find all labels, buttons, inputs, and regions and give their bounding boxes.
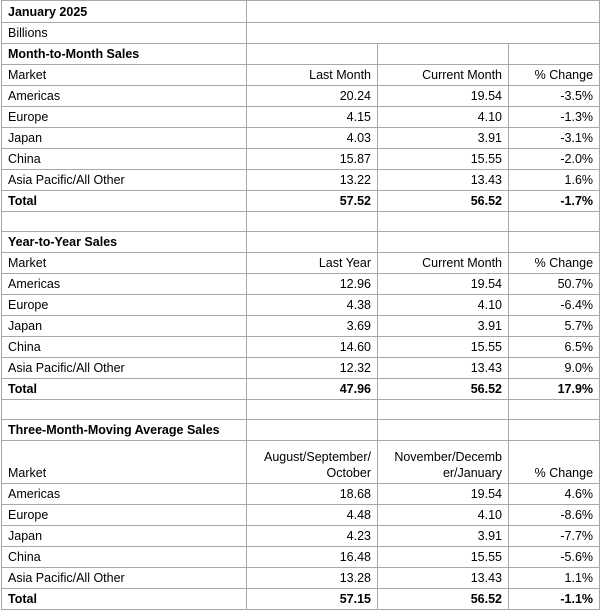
value-cell: 4.10: [378, 107, 509, 128]
total-value: 47.96: [247, 379, 378, 400]
pct-cell: -3.5%: [509, 86, 600, 107]
table-row: [2, 170, 600, 191]
units-row: [2, 23, 600, 44]
market-cell: Americas: [2, 86, 247, 107]
total-label: Total: [2, 589, 247, 610]
table-row: [2, 86, 600, 107]
value-cell: 3.91: [378, 526, 509, 547]
value-cell: 4.10: [378, 505, 509, 526]
tmma-col-b-line1: November/Decemb: [394, 450, 502, 464]
table-row: [2, 295, 600, 316]
total-label: Total: [2, 379, 247, 400]
sales-table: [1, 0, 600, 610]
table-row: [2, 505, 600, 526]
pct-cell: 5.7%: [509, 316, 600, 337]
total-label: Total: [2, 191, 247, 212]
market-cell: Asia Pacific/All Other: [2, 170, 247, 191]
mtm-total-row: [2, 191, 600, 212]
value-cell: 3.69: [247, 316, 378, 337]
total-value: 57.52: [247, 191, 378, 212]
market-cell: Europe: [2, 107, 247, 128]
report-title: January 2025: [2, 1, 247, 23]
yty-total-row: [2, 379, 600, 400]
pct-cell: -1.3%: [509, 107, 600, 128]
table-row: [2, 316, 600, 337]
value-cell: 4.23: [247, 526, 378, 547]
value-cell: 4.48: [247, 505, 378, 526]
total-value: 56.52: [378, 191, 509, 212]
value-cell: 16.48: [247, 547, 378, 568]
market-cell: Europe: [2, 295, 247, 316]
market-cell: China: [2, 337, 247, 358]
table-row: [2, 547, 600, 568]
value-cell: 4.10: [378, 295, 509, 316]
table-row: [2, 149, 600, 170]
value-cell: 4.38: [247, 295, 378, 316]
tmma-total-row: [2, 589, 600, 610]
value-cell: 19.54: [378, 274, 509, 295]
pct-cell: 50.7%: [509, 274, 600, 295]
pct-cell: 1.1%: [509, 568, 600, 589]
table-row: [2, 484, 600, 505]
market-cell: Americas: [2, 274, 247, 295]
value-cell: 3.91: [378, 128, 509, 149]
value-cell: 20.24: [247, 86, 378, 107]
value-cell: 18.68: [247, 484, 378, 505]
pct-cell: 1.6%: [509, 170, 600, 191]
mtm-col-current-month: Current Month: [378, 65, 509, 86]
value-cell: 13.43: [378, 170, 509, 191]
table-row: [2, 526, 600, 547]
mtm-col-pct-change: % Change: [509, 65, 600, 86]
pct-cell: 6.5%: [509, 337, 600, 358]
yty-heading-row: [2, 232, 600, 253]
pct-cell: -3.1%: [509, 128, 600, 149]
tmma-heading-row: [2, 420, 600, 441]
mtm-col-last-month: Last Month: [247, 65, 378, 86]
table-row: [2, 568, 600, 589]
spacer-row: [2, 212, 600, 232]
market-cell: Americas: [2, 484, 247, 505]
table-row: [2, 337, 600, 358]
value-cell: 3.91: [378, 316, 509, 337]
tmma-col-aug-sep-oct: [247, 441, 378, 484]
value-cell: 12.32: [247, 358, 378, 379]
tmma-col-b-line2: er/January: [442, 466, 502, 480]
yty-col-last-year: Last Year: [247, 253, 378, 274]
total-value: 57.15: [247, 589, 378, 610]
yty-heading: Year-to-Year Sales: [2, 232, 247, 253]
yty-col-current-month: Current Month: [378, 253, 509, 274]
market-cell: Asia Pacific/All Other: [2, 358, 247, 379]
report-title-row: [2, 1, 600, 23]
value-cell: 13.43: [378, 568, 509, 589]
total-pct: -1.1%: [509, 589, 600, 610]
value-cell: 13.28: [247, 568, 378, 589]
value-cell: 19.54: [378, 484, 509, 505]
total-pct: 17.9%: [509, 379, 600, 400]
pct-cell: 4.6%: [509, 484, 600, 505]
market-cell: China: [2, 149, 247, 170]
tmma-heading: Three-Month-Moving Average Sales: [2, 420, 247, 441]
value-cell: 13.43: [378, 358, 509, 379]
value-cell: 19.54: [378, 86, 509, 107]
market-cell: Japan: [2, 128, 247, 149]
value-cell: 15.55: [378, 149, 509, 170]
value-cell: 13.22: [247, 170, 378, 191]
value-cell: 12.96: [247, 274, 378, 295]
pct-cell: -7.7%: [509, 526, 600, 547]
value-cell: 15.55: [378, 337, 509, 358]
pct-cell: -8.6%: [509, 505, 600, 526]
pct-cell: -6.4%: [509, 295, 600, 316]
yty-col-market: Market: [2, 253, 247, 274]
value-cell: 4.03: [247, 128, 378, 149]
table-row: [2, 358, 600, 379]
units-label: Billions: [2, 23, 247, 44]
value-cell: 15.87: [247, 149, 378, 170]
table-row: [2, 107, 600, 128]
tmma-col-pct-change: % Change: [509, 441, 600, 484]
mtm-heading-row: [2, 44, 600, 65]
market-cell: Asia Pacific/All Other: [2, 568, 247, 589]
yty-column-header-row: [2, 253, 600, 274]
value-cell: 4.15: [247, 107, 378, 128]
yty-col-pct-change: % Change: [509, 253, 600, 274]
pct-cell: 9.0%: [509, 358, 600, 379]
pct-cell: -2.0%: [509, 149, 600, 170]
tmma-col-a-line2: October: [326, 466, 371, 480]
spacer-row: [2, 400, 600, 420]
mtm-heading: Month-to-Month Sales: [2, 44, 247, 65]
mtm-column-header-row: [2, 65, 600, 86]
tmma-column-header-row: [2, 441, 600, 484]
mtm-col-market: Market: [2, 65, 247, 86]
table-row: [2, 274, 600, 295]
market-cell: China: [2, 547, 247, 568]
value-cell: 15.55: [378, 547, 509, 568]
tmma-col-nov-dec-jan: [378, 441, 509, 484]
table-row: [2, 128, 600, 149]
tmma-col-a-line1: August/September/: [263, 450, 371, 464]
market-cell: Europe: [2, 505, 247, 526]
value-cell: 14.60: [247, 337, 378, 358]
market-cell: Japan: [2, 316, 247, 337]
pct-cell: -5.6%: [509, 547, 600, 568]
total-pct: -1.7%: [509, 191, 600, 212]
total-value: 56.52: [378, 379, 509, 400]
tmma-col-market: Market: [2, 441, 247, 484]
market-cell: Japan: [2, 526, 247, 547]
total-value: 56.52: [378, 589, 509, 610]
